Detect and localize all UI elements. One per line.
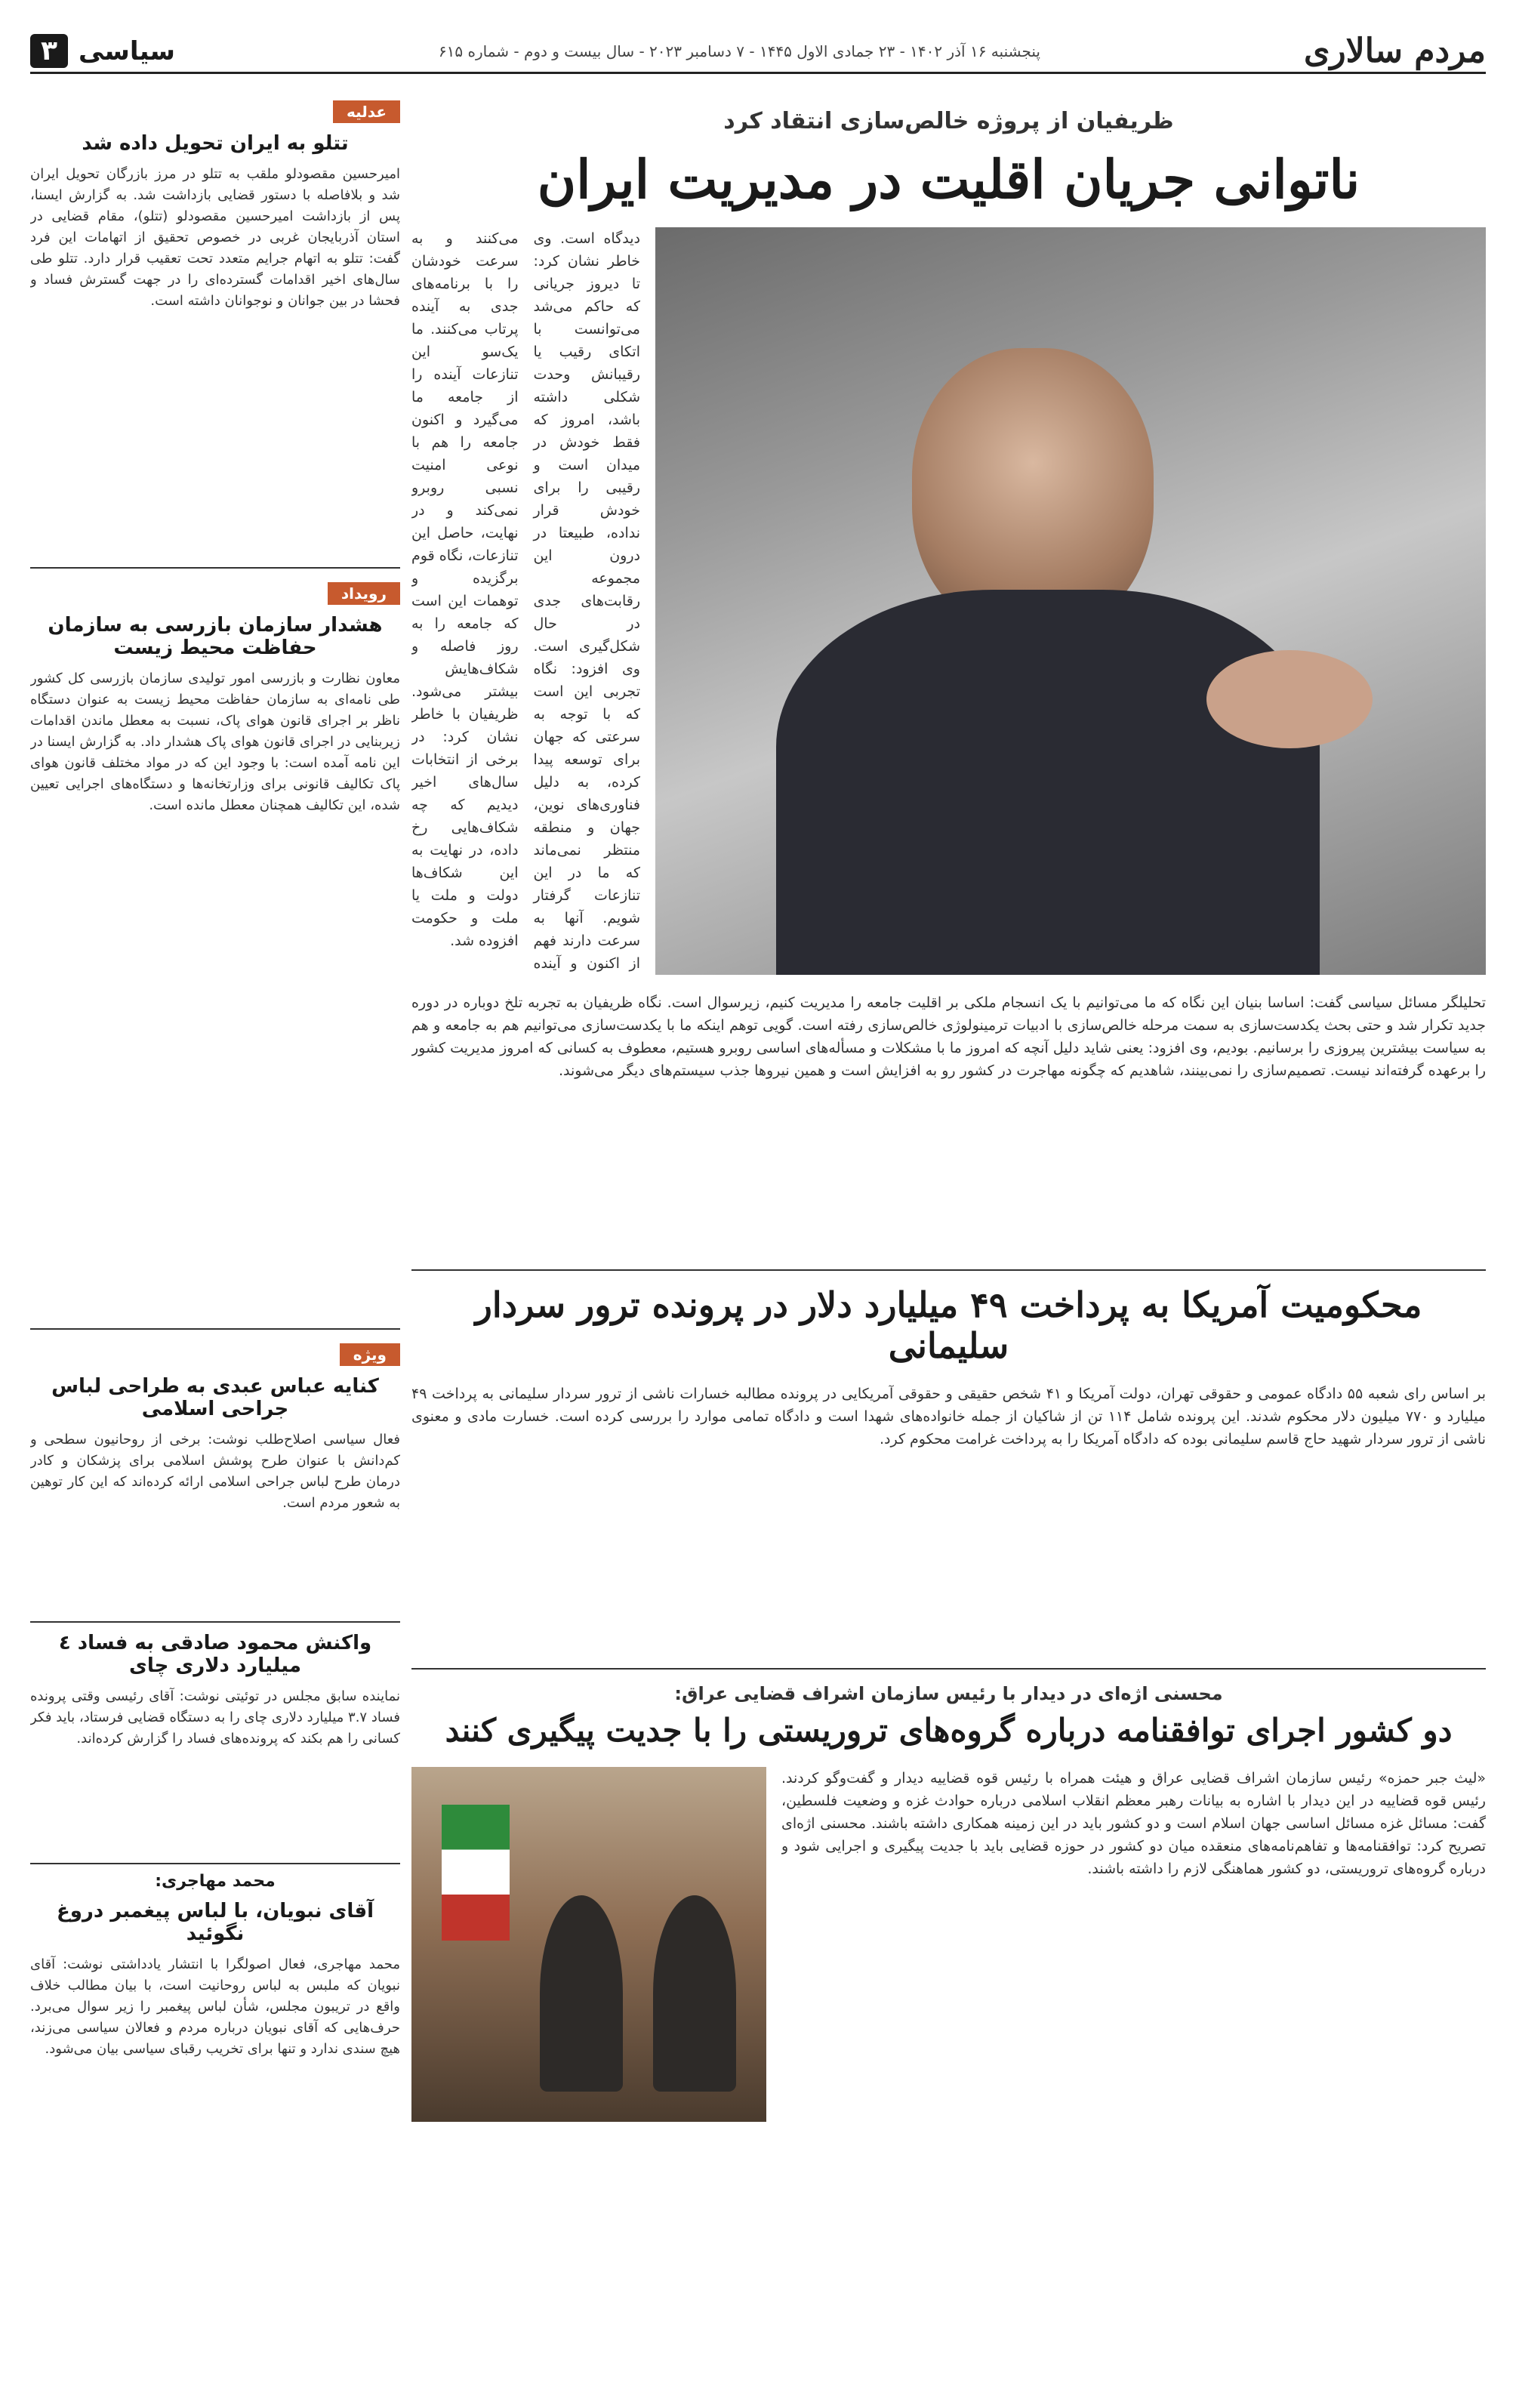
divider	[30, 567, 400, 569]
story2-body	[411, 1383, 1486, 1654]
issue-info: پنجشنبه ۱۶ آذر ۱۴۰۲ - ۲۳ جمادی الاول ۱۴۴۵ - ۷ دسامبر ۲۰۲۳ - سال بیست و دوم - شماره ۶۱۵	[438, 42, 1040, 60]
sidebar-text: معاون نظارت و بازرسی امور تولیدی سازمان بازرسی کل کشور طی نامه‌ای به سازمان حفاظت محیط زیست به عنوان دستگاه ناظر بر اجرای قانون هوای پاک، نسبت به معطل ماندن اقدامات زیربنایی در اجرای قانون هوای پاک هشدار داد. به گزارش ایسنا در این نامه آمده است: با وجود این که در مواد مختلف قانون هوای پاک تکالیف قانونی برای وزارتخانه‌ها و دستگاه‌های اجرایی تعیین شده، این تکالیف همچنان معطل مانده است.	[30, 671, 400, 813]
story2-headline: محکومیت آمریکا به پرداخت ۴۹ میلیارد دلار در پرونده ترور سردار سلیمانی	[475, 1284, 1422, 1366]
sidebar-text: فعال سیاسی اصلاح‌طلب نوشت: برخی از روحانیون سطحی و کم‌دانش با عنوان طرح پوشش اسلامی برای پزشکان و کادر درمان طرح لباس جراحی اسلامی ارائه کرده‌اند که این کار توهین به شعور مردم است.	[30, 1432, 400, 1511]
photo-subject-body	[776, 590, 1320, 975]
sidebar-text: نماینده سابق مجلس در توئیتی نوشت: آقای رئیسی وقتی پرونده فساد ۳.۷ میلیارد دلاری چای را به دستگاه قضایی فرستاد، باید فکر کسانی را هم بکند که پرونده‌های فساد را گزارش کرده‌اند.	[30, 1688, 400, 1747]
story2-text: بر اساس رای شعبه ۵۵ دادگاه عمومی و حقوقی تهران، دولت آمریکا و ۴۱ شخص حقیقی و حقوقی آمریکایی در پرونده مطالبه خسارات ناشی از ترور سردار سلیمانی به پرداخت ۴۹ میلیارد و ۷۷۰ میلیون دلار محکوم شدند. این پرونده شامل ۱۱۴ تن از شاکیان از جمله خانواده‌های شهدا است و دادگاه تمامی موارد را بررسی کرده است. خسارت مادی و معنوی ناشی از ترور سردار شهید حاج قاسم سلیمانی بوده که دادگاه آمریکا را به پرداخت غرامت محکوم کرد.	[411, 1386, 1486, 1448]
sidebar-title: واکنش محمود صادقی به فساد ٤ میلیارد دلاری چای	[58, 1632, 372, 1677]
divider	[30, 1863, 400, 1864]
sidebar-title: تتلو به ایران تحویل داده شد	[82, 132, 349, 155]
lead-bottom-text	[411, 991, 1486, 1256]
story3-body	[411, 1767, 1486, 2408]
newspaper-logo: مردم سالاری	[1303, 32, 1486, 70]
sidebar	[30, 87, 400, 2347]
lead-side-text: دیدگاه است. وی خاطر نشان کرد: تا دیروز جریانی که حاکم می‌شد می‌توانست با اتکای رقیب یا رقیبانش وحدت شکلی داشته باشد، امروز که فقط خودش در میدان است و رقیبی را برای خودش قرار نداده، طبیعتا در درون این مجموعه رقابت‌های جدی در حال شکل‌گیری است. وی افزود: نگاه تجربی این است که با توجه به سرعتی که جهان برای توسعه پیدا کرده، به دلیل فناوری‌های نوین، جهان و منطقه منتظر نمی‌ماند که ما در این تنازعات گرفتار شویم. آنها به سرعت دارند فهم از اکنون و آینده می‌کنند و به سرعت خودشان را با برنامه‌های جدی به آینده پرتاب می‌کنند. ما یک‌سو این تنازعات آینده را از جامعه ما می‌گیرد و اکنون جامعه را هم با نوعی امنیت نسبی روبرو نمی‌کند و در نهایت، حاصل این تنازعات، نگاه قوم برگزیده و توهمات این است که جامعه را به روز فاصله و شکاف‌هایش بیشتر می‌شود. ظریفیان با خاطر نشان کرد: در برخی از انتخابات سال‌های اخیر دیدیم که چه شکاف‌هایی رخ داده، در نهایت به این شکاف‌ها دولت و ملت یا ملت و حکومت افزوده شد.	[411, 230, 640, 972]
section-label	[30, 34, 175, 68]
sidebar-text: محمد مهاجری، فعال اصولگرا با انتشار یادداشتی نوشت: آقای نبویان که ملبس به لباس روحانیت است، با بیان مطالب خلاف واقع در تریبون مجلس، شأن لباس پیغمبر را زیر سوال می‌برد. حرف‌هایی که آقای نبویان درباره مردم و فعالان سیاسی می‌زند، هیچ سندی ندارد و تنها برای تخریب رقبای سیاسی بیان می‌شود.	[30, 1956, 400, 2057]
sidebar-text: امیرحسین مقصودلو ملقب به تتلو در مرز بازرگان تحویل ایران شد و بلافاصله با دستور قضایی بازداشت شد. به گزارش ایسنا، پس از بازداشت امیرحسین مقصودلو (تتلو)، مقام قضایی در استان آذربایجان غربی در خصوص تحقیق از اتهامات این فرد گفت: تتلو به اتهام جرایم متعدد تحت تعقیب قرار دارد. تتلو طی سال‌های اخیر اقدامات گسترده‌ای را در جهت گسترش فساد و فحشا در بین جوانان و نوجوانان داشته است.	[30, 166, 400, 309]
sidebar-tag: رویداد	[328, 582, 400, 605]
sidebar-author: محمد مهاجری:	[155, 1872, 276, 1891]
lead-bottom-col: تحلیلگر مسائل سیاسی گفت: اساسا بنیان این نگاه که ما می‌توانیم با یک انسجام ملکی بر اقلیت جامعه را مدیریت کنیم، زیرسوال است. نگاه ظریفیان به تجربه تلخ دوباره در دوره جدید تکرار شد و حتی بحث یکدست‌سازی به سمت مرحله خالص‌سازی با ادبیات ترمینولوژی خالص‌سازی رفته است. گویی توهم اینکه ما با یکدست‌سازی می‌توانیم هم به جامعه و هم به سیاست بیشترین پیروزی را برسانیم. بودیم، وی افزود: یعنی شاید دلیل آنچه که امروز ما با مشکلات و مسأله‌های اساسی روبرو هستیم، معطوف به کسانی که امروز مدیریت کشور را برعهده گرفته‌اند نیست. تصمیم‌سازی را نمی‌بینند، شاهدیم که چگونه مهاجرت در کشور رو به افزایش است و همین نیروها جذب سیستم‌های دیگر می‌شوند.	[411, 994, 1486, 1079]
divider	[411, 1668, 1486, 1670]
divider	[30, 1328, 400, 1330]
photo-person	[653, 1895, 736, 2092]
story3-text: «لیث جبر حمزه» رئیس سازمان اشراف قضایی عراق و هیئت همراه با رئیس قوه قضاییه دیدار و گفت‌وگو کردند. رئیس قوه قضاییه در این دیدار با اشاره به بیانات رهبر معظم انقلاب اسلامی درباره حوادث غزه و وضعیت فلسطین، گفت: مسائل غزه مسائل اساسی جهان اسلام است و دو کشور باید در این زمینه همکاری داشته باشند. محسنی اژه‌ای تصریح کرد: توافقنامه‌ها و تفاهم‌نامه‌های منعقده میان دو کشور در حوزه قضایی باید با جدیت پیگیری و اجرایی شود و درباره گروه‌های تروریستی، دو کشور هماهنگی لازم را داشته باشند.	[781, 1770, 1486, 1877]
story3-photo-column	[411, 1767, 766, 2408]
story3-kicker: محسنی اژه‌ای در دیدار با رئیس سازمان اشراف قضایی عراق:	[674, 1683, 1223, 1704]
sidebar-tag: عدلیه	[333, 100, 400, 123]
divider	[411, 1269, 1486, 1271]
section-name: سیاسی	[78, 35, 175, 66]
sidebar-title: کنایه عباس عبدی به طراحی لباس جراحی اسلامی	[51, 1375, 379, 1420]
main-column	[411, 87, 1486, 2408]
photo-person	[540, 1895, 623, 2092]
divider	[30, 1621, 400, 1623]
meeting-photo	[411, 1767, 766, 2122]
sidebar-title: هشدار سازمان بازرسی به سازمان حفاظت محیط زیست	[48, 614, 383, 659]
page-number: ۳	[30, 34, 68, 68]
masthead	[30, 30, 1486, 74]
iran-flag	[442, 1805, 510, 1941]
lead-photo	[655, 227, 1486, 975]
sidebar-tag: ویژه	[340, 1343, 400, 1366]
lead-story-body	[411, 227, 1486, 975]
sidebar-title: آقای نبویان، با لباس پیغمبر دروغ نگوئید	[56, 1900, 374, 1945]
story3-headline: دو کشور اجرای توافقنامه درباره گروه‌های تروریستی را با جدیت پیگیری کنند	[445, 1712, 1453, 1749]
photo-subject-hand	[1206, 650, 1373, 748]
lead-kicker: ظریفیان از پروژه خالص‌سازی انتقاد کرد	[723, 108, 1174, 134]
lead-headline: ناتوانی جریان اقلیت در مدیریت ایران	[537, 148, 1360, 211]
